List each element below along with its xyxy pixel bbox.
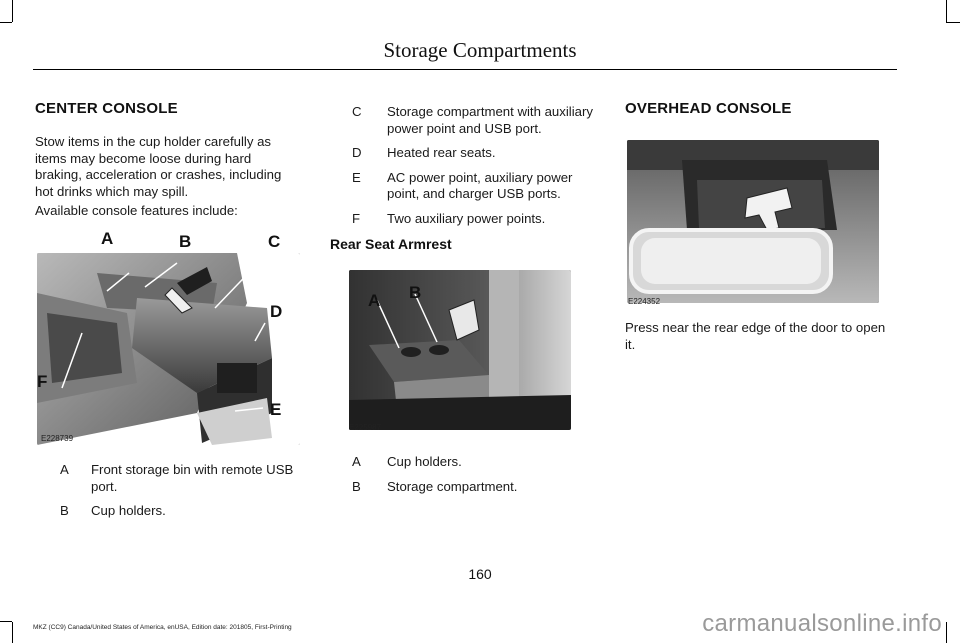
legend-text: Cup holders. (91, 503, 166, 518)
overhead-console-figure (627, 140, 879, 303)
crop-mark-bottom-left-h (0, 621, 12, 622)
header-rule (33, 69, 897, 70)
page-number: 160 (468, 566, 492, 582)
rear-seat-armrest-figure (349, 270, 571, 430)
center-console-figure (37, 253, 300, 445)
page-title: Storage Compartments (383, 38, 577, 62)
rear-seat-armrest-legend (352, 454, 600, 503)
legend-text: Cup holders. (387, 454, 462, 469)
legend-item (352, 104, 600, 137)
legend-letter: C (352, 104, 362, 119)
legend-letter: A (352, 454, 361, 469)
armrest-label-a: A (368, 291, 381, 310)
center-console-heading: CENTER CONSOLE (35, 100, 178, 117)
center-console-intro: Stow items in the cup holder carefully as items may become loose during hard braking, acceleration or crashes, including hot drinks which may spill. (35, 134, 282, 199)
legend-text: Storage compartment. (387, 478, 518, 494)
rear-seat-armrest-heading: Rear Seat Armrest (330, 236, 452, 252)
crop-mark-bottom-right-v (946, 622, 947, 643)
legend-item (352, 170, 600, 203)
legend-item (352, 454, 600, 471)
legend-text: Storage compartment with auxiliary power point and USB port. (387, 104, 593, 136)
figure-code: E225987 (349, 423, 382, 432)
legend-text: Heated rear seats. (387, 145, 496, 160)
figure-label-f: F (37, 372, 48, 391)
crop-mark-top-right-h (946, 22, 960, 23)
legend-item (352, 479, 600, 496)
crop-mark-bottom-left-v (12, 622, 13, 643)
figure-label-b: B (179, 232, 192, 251)
crop-mark-top-left-h (0, 22, 12, 23)
overhead-console-illustration (627, 140, 879, 303)
legend-item (60, 503, 300, 520)
armrest-label-b: B (409, 283, 422, 302)
legend-text: Front storage bin with remote USB port. (91, 462, 294, 494)
legend-letter: B (352, 478, 361, 494)
crop-mark-top-left-v (12, 0, 13, 22)
legend-text: Two auxiliary power points. (387, 210, 546, 226)
center-console-illustration (37, 253, 300, 445)
watermark: carmanualsonline.info (702, 610, 942, 637)
crop-mark-top-right-v (946, 0, 947, 22)
legend-letter: A (60, 462, 69, 477)
legend-item (352, 211, 600, 228)
figure-code: E224352 (628, 297, 661, 306)
legend-item (352, 145, 600, 162)
legend-letter: F (352, 210, 361, 226)
legend-letter: B (60, 503, 69, 518)
overhead-console-instruction: Press near the rear edge of the door to open it. (625, 320, 886, 352)
figure-label-d: D (270, 302, 283, 321)
center-console-features-intro: Available console features include: (35, 203, 238, 218)
figure-label-a: A (101, 229, 114, 248)
figure-label-c: C (268, 232, 281, 251)
figure-label-e: E (270, 400, 282, 419)
legend-item (60, 462, 300, 495)
legend-letter: E (352, 169, 361, 185)
center-console-legend-left (60, 462, 300, 528)
overhead-console-heading: OVERHEAD CONSOLE (625, 100, 792, 117)
figure-code: E228739 (41, 434, 74, 443)
legend-letter: D (352, 145, 362, 160)
legend-text: AC power point, auxiliary power point, and charger USB ports. (387, 169, 573, 201)
footer-edition: MKZ (CC9) Canada/United States of America, enUSA, Edition date: 201805, First-Printing (33, 624, 292, 631)
center-console-legend-right (352, 104, 600, 235)
rear-armrest-illustration (349, 270, 571, 430)
